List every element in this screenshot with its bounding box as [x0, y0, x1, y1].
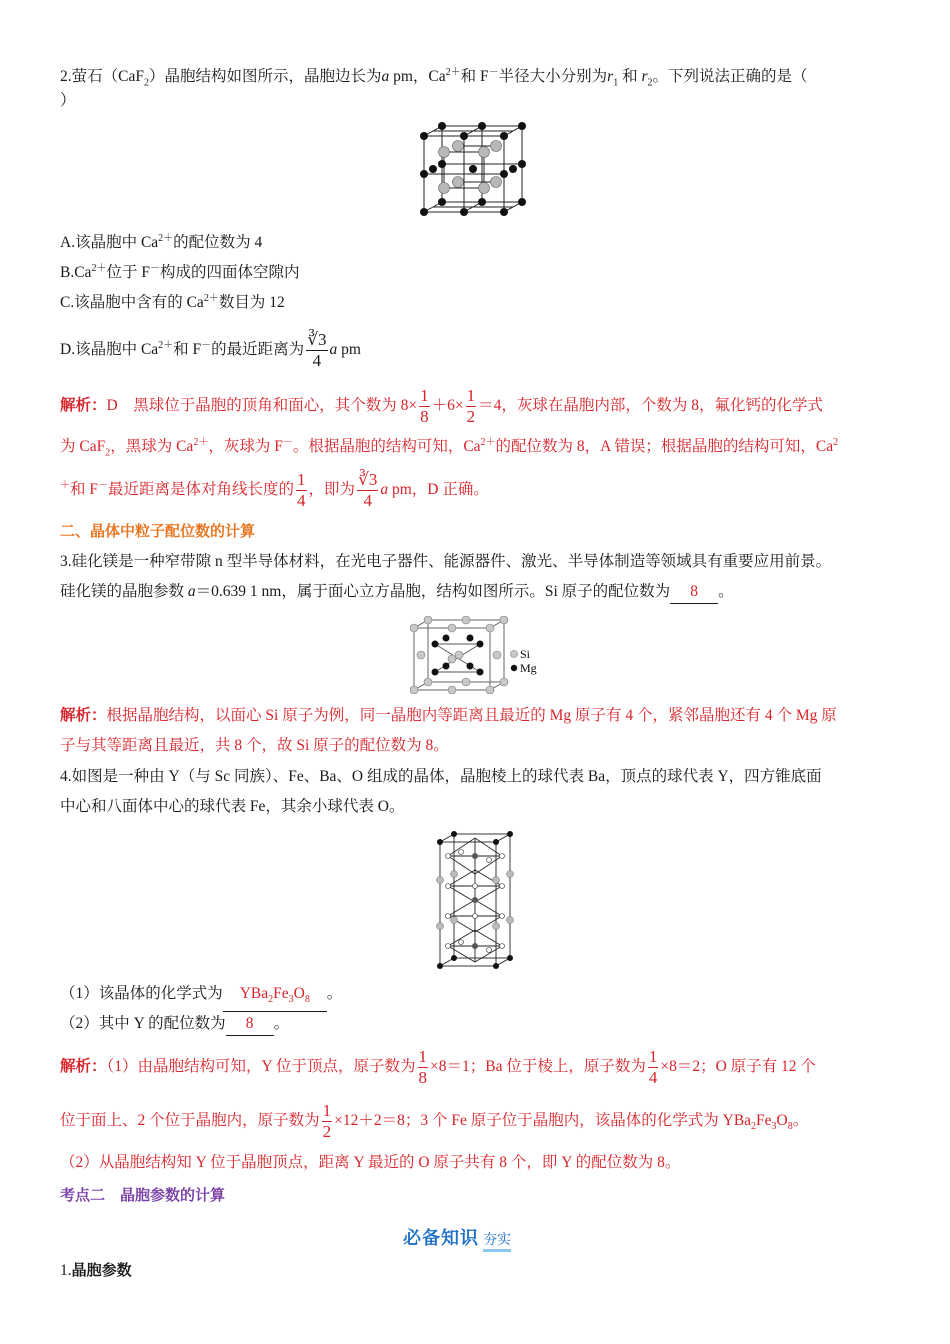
q4-solution-line-3: （2）从晶胞结构知 Y 位于晶胞顶点，距离 Y 最近的 O 原子共有 8 个，即 Y 的配位数为 8。 [60, 1154, 681, 1171]
q2-stem-close: ） [60, 92, 76, 109]
q3-stem-line-1: 3.硅化镁是一种窄带隙 n 型半导体材料，在光电子器件、能源器件、激光、半导体制造等领域具有重要应用前景。 [60, 553, 832, 570]
q4-subquestion-1: （1）该晶体的化学式为 $YBa_2Fe_3O_8$ 。 [60, 983, 892, 1012]
legend-mg-label: Mg [520, 661, 537, 675]
section-2-heading: 二、晶体中粒子配位数的计算 [60, 522, 256, 540]
q4-solution-line-2: 位于面上、2 个位于晶胞内，原子数为 $\frac{1}{2}$ ×12＋2＝8；3 个 Fe 原子位于晶胞内，该晶体的化学式为 $YBa_2Fe_3O_8$。 [60, 1100, 809, 1141]
q4-subquestion-2: （2）其中 Y 的配位数为 8 。 [60, 1013, 892, 1036]
cell-parameter-heading: 1.晶胞参数 [60, 1261, 132, 1279]
q4-stem-line-2: 中心和八面体中心的球代表 Fe，其余小球代表 O。 [60, 798, 405, 815]
q2-option-b: $B.Ca^{2+}$位于 F－构成的四面体空隙内 [60, 263, 300, 282]
q2-solution-line-3: ＋和 F－最近距离是体对角线长度的 $\frac{1}{4}$ ，即为 $\frac{∛3}{4}$ a pm，D 正确。 [60, 470, 489, 511]
mg2si-unit-cell-figure [410, 616, 545, 694]
q2-option-d: D.该晶胞中 $Ca^{2+}$和 F－的最近距离为 $\frac{∛3}{4}$ a pm [60, 330, 361, 371]
fraction-sqrt3-over-4: $\frac{∛3}{4}$ [307, 330, 327, 371]
legend-mg-marker [511, 665, 517, 671]
q2-solution-line-1: 解析：D 黑球位于晶胞的顶角和面心，其个数为 8× $\frac{1}{8}$ ＋6× $\frac{1}{2}$ ＝4，灰球在晶胞内部，个数为 8，氟化钙的化学式 [60, 385, 823, 426]
banner-tag-text: 夯实 [483, 1229, 511, 1252]
caf2-unit-cell-figure [414, 122, 534, 218]
required-knowledge-banner [403, 1224, 547, 1252]
q3-stem-line-2: 硅化镁的晶胞参数 a＝0.639 1 nm，属于面心立方晶胞，结构如图所示。Si 原子的配位数为 8 。 [60, 581, 892, 604]
q3-solution-line-2: 子与其等距离且最近，共 8 个，故 Si 原子的配位数为 8。 [60, 737, 449, 754]
q2-solution-line-2: 为 CaF$_2$，黑球为 $Ca^{2+}$，灰球为 F－。根据晶胞的结构可知，$Ca^{2+}$的配位数为 8，A 错误；根据晶胞的结构可知，Ca$^2$ [60, 437, 839, 459]
legend-si-label: Si [520, 647, 531, 661]
q4-solution-line-1: 解析：（1）由晶胞结构可知，Y 位于顶点，原子数为 $\frac{1}{8}$ ×8＝1；Ba 位于棱上，原子数为 $\frac{1}{4}$ ×8＝2；O 原子有 12 个 [60, 1046, 816, 1087]
q2-option-c: C.该晶胞中含有的 $Ca^{2+}$数目为 12 [60, 293, 285, 312]
q2-stem: 2.萤石（CaF$_2$）晶胞结构如图所示，晶胞边长为a pm，$Ca^{2+}$和 F－半径大小分别为$r_1$ 和 $r_2$。下列说法正确的是（ [60, 67, 808, 89]
q2-option-a: A.该晶胞中 $Ca^{2+}$的配位数为 4 [60, 233, 263, 252]
yba2fe3o8-unit-cell-figure [434, 830, 516, 970]
kaodian-2-heading: 考点二 晶胞参数的计算 [60, 1186, 226, 1204]
q3-solution-line-1: 解析：根据晶胞结构，以面心 Si 原子为例，同一晶胞内等距离且最近的 Mg 原子有 4 个，紧邻晶胞还有 4 个 Mg 原 [60, 707, 837, 724]
q3-answer: 8 [670, 581, 718, 604]
q4-stem-line-1: 4.如图是一种由 Y（与 Sc 同族）、Fe、Ba、O 组成的晶体，晶胞棱上的球代表 Ba，顶点的球代表 Y，四方锥底面 [60, 768, 822, 785]
legend-si-marker [511, 651, 518, 658]
q4-answer-formula: $YBa_2Fe_3O_8$ [223, 983, 327, 1012]
banner-main-text: 必备知识 [403, 1228, 479, 1249]
q4-answer-coordination: 8 [226, 1013, 274, 1036]
